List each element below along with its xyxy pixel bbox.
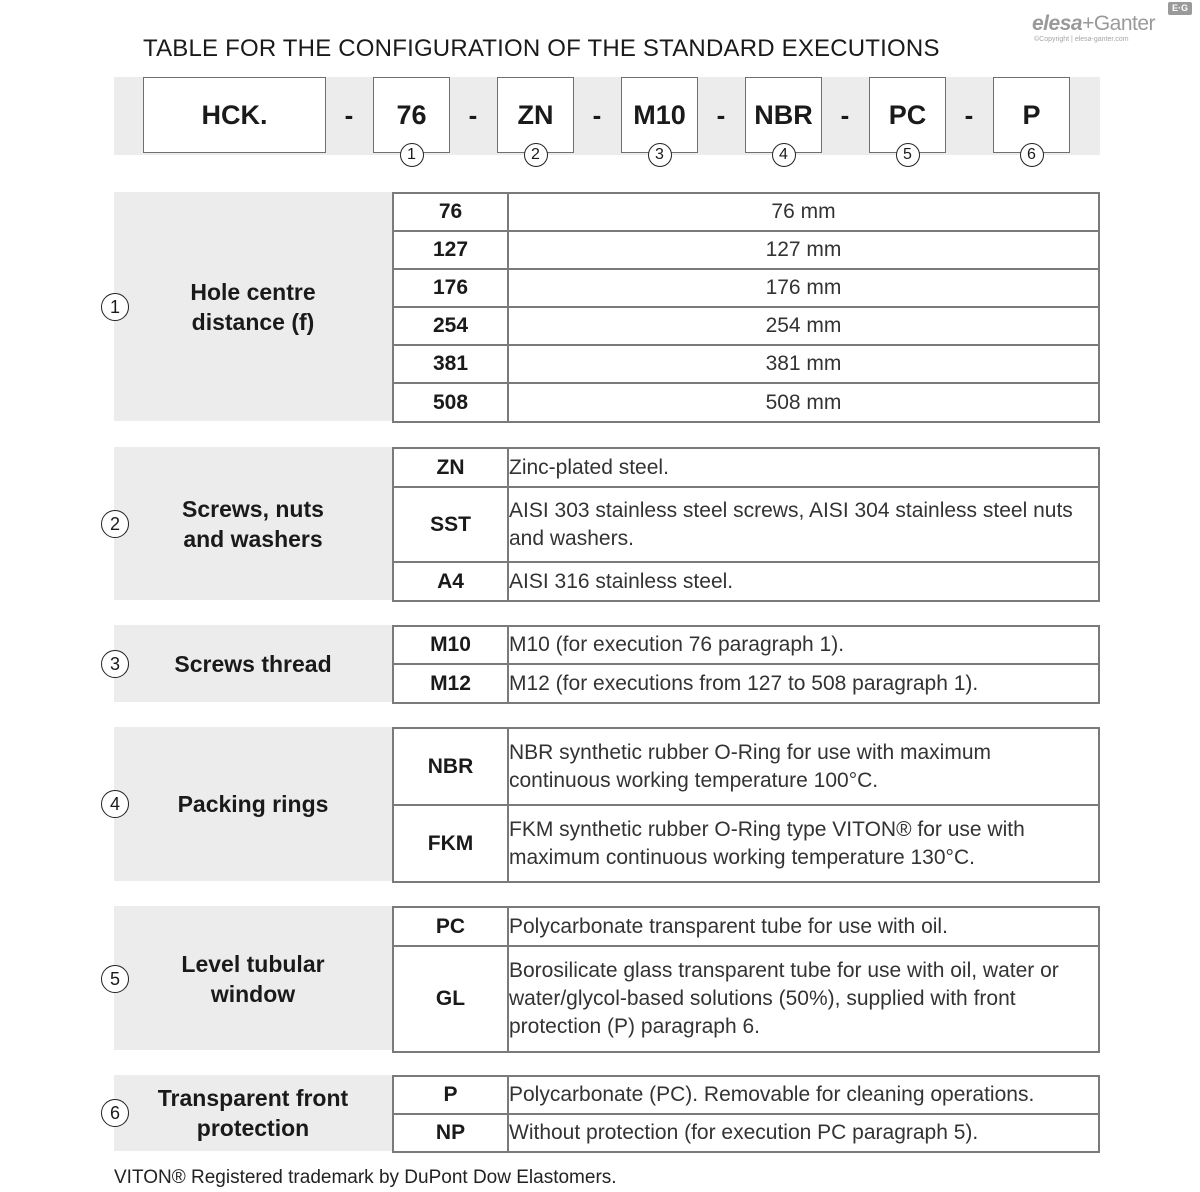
option-row <box>393 946 1099 1052</box>
option-code: 508 <box>393 383 508 422</box>
section-label-line: Screws, nuts <box>182 495 324 522</box>
option-code: NP <box>393 1114 508 1152</box>
section-options-table <box>392 625 1100 704</box>
config-code-separator: - <box>840 100 850 130</box>
section-marker: 6 <box>101 1099 129 1127</box>
logo-copyright: ©Copyright | elesa-ganter.com <box>1034 36 1129 43</box>
option-description: Polycarbonate (PC). Removable for cleaning operations. <box>508 1076 1099 1114</box>
logo-ganter: +Ganter <box>1082 12 1156 35</box>
config-code-separator: - <box>592 100 602 130</box>
option-row <box>393 448 1099 487</box>
section-options-table <box>392 447 1100 602</box>
option-row <box>393 231 1099 269</box>
option-description: AISI 316 stainless steel. <box>508 562 1099 601</box>
option-description: 176 mm <box>508 269 1099 307</box>
option-code: PC <box>393 907 508 946</box>
option-row <box>393 307 1099 345</box>
option-description: FKM synthetic rubber O-Ring type VITON® for use with maximum continuous working temperature 130°C. <box>508 805 1099 882</box>
option-code: 76 <box>393 193 508 231</box>
option-code: M10 <box>393 626 508 664</box>
option-row <box>393 487 1099 562</box>
option-row <box>393 562 1099 601</box>
option-description: Zinc-plated steel. <box>508 448 1099 487</box>
section-label-line: window <box>210 980 296 1007</box>
section-options-table <box>392 906 1100 1053</box>
option-row <box>393 728 1099 805</box>
option-code: SST <box>393 487 508 562</box>
option-description: Polycarbonate transparent tube for use with oil. <box>508 907 1099 946</box>
option-code: 381 <box>393 345 508 383</box>
config-code-box: 76 <box>373 77 450 153</box>
section-label-line: Level tubular <box>181 950 325 977</box>
option-code: ZN <box>393 448 508 487</box>
section-label <box>114 625 392 702</box>
option-code: 176 <box>393 269 508 307</box>
section-options-table <box>392 727 1100 883</box>
logo-badge: E·G <box>1168 2 1192 15</box>
section-label <box>114 447 392 600</box>
section-marker: 3 <box>101 650 129 678</box>
config-code-separator: - <box>468 100 478 130</box>
section-marker: 2 <box>101 510 129 538</box>
option-description: 508 mm <box>508 383 1099 422</box>
config-code-marker: 2 <box>524 143 548 167</box>
option-row <box>393 1076 1099 1114</box>
section-label-line: Transparent front <box>157 1085 349 1111</box>
option-code: 127 <box>393 231 508 269</box>
option-row <box>393 269 1099 307</box>
config-code-box: NBR <box>745 77 822 153</box>
section-label-line: distance (f) <box>191 308 315 335</box>
option-code: NBR <box>393 728 508 805</box>
config-code-box: PC <box>869 77 946 153</box>
section-options-table <box>392 1075 1100 1153</box>
section-label-line: protection <box>196 1115 310 1141</box>
config-code-box: HCK. <box>143 77 326 153</box>
option-code: FKM <box>393 805 508 882</box>
config-code-separator: - <box>344 100 354 130</box>
option-description: Borosilicate glass transparent tube for use with oil, water or water/glycol-based solutions (50%), supplied with front protection (P) paragraph 6. <box>508 946 1099 1052</box>
config-code-box: M10 <box>621 77 698 153</box>
option-description: M12 (for executions from 127 to 508 paragraph 1). <box>508 664 1099 703</box>
config-code-marker: 4 <box>772 143 796 167</box>
section-options-table <box>392 192 1100 423</box>
option-row <box>393 805 1099 882</box>
option-description: Without protection (for execution PC paragraph 5). <box>508 1114 1099 1152</box>
option-description: 127 mm <box>508 231 1099 269</box>
logo-elesa: elesa <box>1032 12 1083 35</box>
config-code-box: P <box>993 77 1070 153</box>
config-code-separator: - <box>964 100 974 130</box>
option-row <box>393 626 1099 664</box>
option-row <box>393 1114 1099 1152</box>
page-title: TABLE FOR THE CONFIGURATION OF THE STANDARD EXECUTIONS <box>143 35 940 62</box>
brand-logo <box>1032 3 1197 48</box>
option-row <box>393 345 1099 383</box>
config-code-separator: - <box>716 100 726 130</box>
config-code-marker: 1 <box>400 143 424 167</box>
option-description: 381 mm <box>508 345 1099 383</box>
config-code-box: ZN <box>497 77 574 153</box>
config-code-marker: 5 <box>896 143 920 167</box>
option-code: A4 <box>393 562 508 601</box>
section-label <box>114 192 392 421</box>
option-description: NBR synthetic rubber O-Ring for use with maximum continuous working temperature 100°C. <box>508 728 1099 805</box>
option-row <box>393 193 1099 231</box>
option-code: 254 <box>393 307 508 345</box>
option-row <box>393 383 1099 422</box>
option-row <box>393 664 1099 703</box>
section-label <box>114 727 392 881</box>
option-code: P <box>393 1076 508 1114</box>
logo-wordmark <box>1032 12 1155 36</box>
section-label-line: Hole centre <box>190 278 316 305</box>
option-code: M12 <box>393 664 508 703</box>
option-row <box>393 907 1099 946</box>
section-label-line: Screws thread <box>174 650 332 677</box>
section-marker: 1 <box>101 293 129 321</box>
section-marker: 4 <box>101 790 129 818</box>
config-code-marker: 6 <box>1020 143 1044 167</box>
config-code-marker: 3 <box>648 143 672 167</box>
option-code: GL <box>393 946 508 1052</box>
section-label-line: and washers <box>183 525 323 552</box>
option-description: AISI 303 stainless steel screws, AISI 304 stainless steel nuts and washers. <box>508 487 1099 562</box>
option-description: 76 mm <box>508 193 1099 231</box>
option-description: 254 mm <box>508 307 1099 345</box>
section-marker: 5 <box>101 965 129 993</box>
section-label <box>114 1075 392 1151</box>
section-label-line: Packing rings <box>177 791 329 817</box>
section-label <box>114 906 392 1051</box>
option-description: M10 (for execution 76 paragraph 1). <box>508 626 1099 664</box>
footnote: VITON® Registered trademark by DuPont Dow Elastomers. <box>114 1167 617 1188</box>
